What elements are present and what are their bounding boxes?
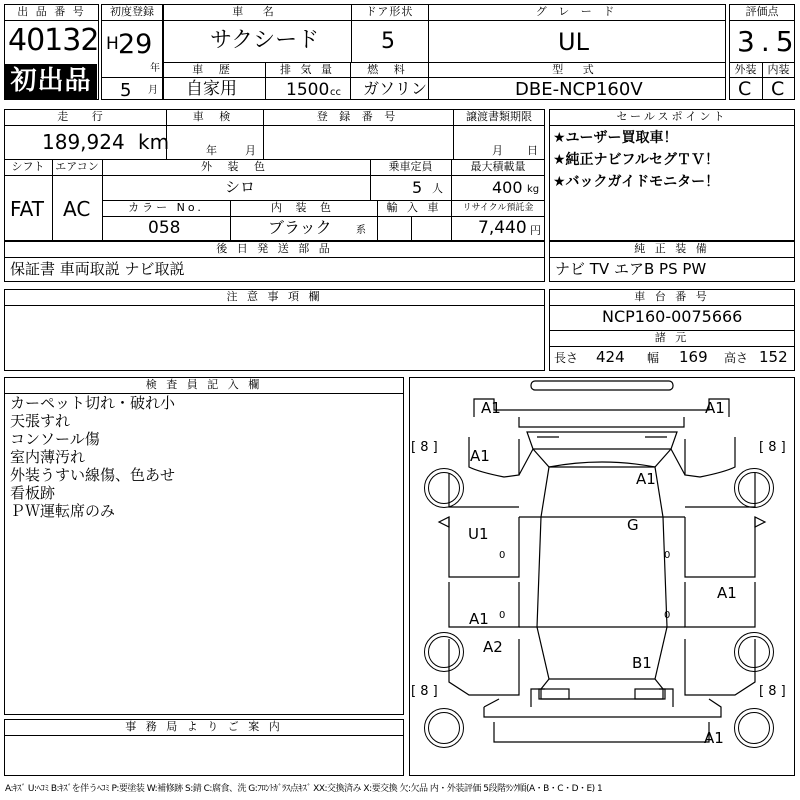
registration-label: 初度登録 — [110, 5, 154, 18]
car-name-label: 車 名 — [232, 5, 282, 18]
wheel-front-right — [734, 468, 774, 508]
tire-depth-rear-right: [ 8 ] — [759, 684, 786, 699]
legend-text: A:ｷｽﾞ U:ﾍｺﾐ B:ｷｽﾞを伴うﾍｺﾐ P:要塗装 W:補修跡 S:錆 C:腐食、洗 G:ﾌﾛﾝﾄｶﾞﾗｽ点ｷｽﾞ XX:交換済み X:要交換 欠:欠品 内・外装評価 5段階ﾗﾝｸ順(A・B・C・D・E) 1 — [5, 784, 603, 794]
damage-quarter-left: A2 — [483, 638, 503, 656]
model-label: 型 式 — [552, 63, 602, 76]
inspector-label: 検 査 員 記 入 欄 — [145, 378, 263, 391]
capacity-unit: 人 — [432, 182, 443, 195]
sales-point-2: ★純正ナビフルセグＴＶ！ — [553, 152, 719, 168]
month-unit: 月 — [148, 85, 158, 96]
transfer-label: 譲渡書類期限 — [466, 110, 532, 123]
car-name: サクシード — [210, 28, 320, 53]
inspector-line-1: カーペット切れ・破れ小 — [10, 394, 176, 412]
damage-front-right: A1 — [705, 399, 725, 417]
height-label: 高さ — [724, 351, 749, 365]
registration-year: 29 — [118, 29, 153, 60]
capacity-value: 5 — [412, 178, 423, 197]
inspection-month-unit: 月 — [245, 144, 256, 157]
plate-label: 登 録 番 号 — [316, 110, 400, 123]
marker-right-1: 0 — [664, 550, 671, 561]
fuel-label: 燃 料 — [367, 63, 411, 76]
damage-rear-right: A1 — [717, 584, 737, 602]
displacement-value: 1500 — [286, 80, 330, 100]
displacement-label: 排 気 量 — [280, 63, 335, 76]
chassis-label: 車 台 番 号 — [634, 290, 710, 303]
interior-color-label: 内 装 色 — [271, 201, 336, 214]
interior-label: 内装 — [767, 63, 790, 76]
lot-label: 出 品 番 号 — [17, 5, 86, 18]
import-label: 輸 入 車 — [386, 201, 442, 214]
damage-door-left: U1 — [468, 525, 489, 543]
length-value: 424 — [596, 348, 625, 366]
shift-value: FAT — [10, 197, 45, 221]
sales-point-3: ★バックガイドモニター！ — [553, 174, 720, 190]
color-label: 外 装 色 — [201, 160, 271, 173]
shift-label: シフト — [11, 160, 45, 173]
inspector-line-5: 外装うすい線傷、色あせ — [10, 466, 176, 484]
marker-left-2: 0 — [499, 610, 506, 621]
inspection-label: 車 検 — [192, 110, 237, 123]
displacement-unit: cc — [330, 87, 341, 98]
mileage-value: 189,924 — [42, 130, 125, 154]
registration-month: 5 — [120, 80, 132, 101]
damage-fender-left: A1 — [470, 447, 490, 465]
first-listing-badge: 初出品 — [5, 64, 97, 99]
sales-point-label: セールスポイント — [616, 110, 728, 123]
genuine-value: ナビ TV エアB PS PW — [555, 260, 707, 278]
doors-value: 5 — [381, 29, 395, 54]
damage-roof: G — [627, 516, 639, 534]
recycle-label: リサイクル預託金 — [462, 203, 534, 213]
tire-depth-front-left: [ 8 ] — [411, 440, 438, 455]
color-no-label: カラー No. — [128, 201, 204, 214]
inspector-line-3: コンソール傷 — [10, 430, 100, 448]
wheel-rear-left — [424, 632, 464, 672]
spare-wheel-left — [424, 708, 464, 748]
load-value: 400 — [492, 178, 523, 197]
damage-rear-bumper: A1 — [704, 729, 724, 747]
spare-wheel-right — [734, 708, 774, 748]
exterior-grade: C — [738, 78, 752, 100]
mileage-unit: km — [138, 130, 170, 154]
notes-label: 注 意 事 項 欄 — [226, 290, 323, 303]
color-no-value: 058 — [148, 218, 181, 238]
exterior-label: 外装 — [734, 63, 757, 76]
damage-front-left: A1 — [481, 399, 501, 417]
damage-tailgate: B1 — [632, 654, 652, 672]
lot-number: 40132 — [8, 23, 99, 58]
tire-depth-front-right: [ 8 ] — [759, 440, 786, 455]
history-value: 自家用 — [186, 79, 237, 99]
inspector-line-6: 看板跡 — [10, 484, 56, 502]
inspector-line-2: 天張すれ — [10, 412, 71, 430]
ac-label: エアコン — [55, 160, 99, 173]
chassis-value: NCP160-0075666 — [602, 307, 743, 326]
transfer-day-unit: 日 — [527, 144, 538, 157]
tire-depth-rear-left: [ 8 ] — [411, 684, 438, 699]
width-label: 幅 — [647, 351, 660, 365]
inspector-line-4: 室内薄汚れ — [10, 448, 86, 466]
year-unit: 年 — [150, 63, 160, 74]
load-label: 最大積載量 — [470, 160, 526, 173]
grade-label: グ レ ー ド — [535, 5, 619, 18]
model-value: DBE-NCP160V — [515, 79, 643, 100]
marker-right-2: 0 — [664, 610, 671, 621]
color-value: シロ — [225, 178, 256, 196]
marker-left-1: 0 — [499, 550, 506, 561]
wheel-front-left — [424, 468, 464, 508]
width-value: 169 — [679, 348, 708, 366]
doors-label: ドア形状 — [365, 5, 414, 18]
load-unit: kg — [527, 184, 540, 195]
interior-color-value: ブラック — [268, 218, 332, 237]
dims-label: 諸 元 — [654, 331, 690, 344]
score-value: 3.5 — [737, 25, 800, 58]
inspector-line-7: ＰＷ運転席のみ — [10, 502, 116, 520]
later-parts-label: 後 日 発 送 部 品 — [216, 242, 333, 255]
genuine-label: 純 正 装 備 — [634, 242, 710, 255]
recycle-value: 7,440 — [478, 218, 527, 238]
grade-value: UL — [558, 28, 589, 56]
damage-hood: A1 — [636, 470, 656, 488]
capacity-label: 乗車定員 — [388, 160, 433, 173]
score-label: 評価点 — [745, 5, 779, 18]
history-label: 車 歴 — [192, 63, 236, 76]
ac-value: AC — [63, 197, 91, 221]
damage-rear-door-left: A1 — [469, 610, 489, 628]
transfer-month-unit: 月 — [492, 144, 503, 157]
sales-point-1: ★ユーザー買取車！ — [553, 130, 678, 146]
inspection-year-unit: 年 — [206, 144, 217, 157]
interior-color-unit: 系 — [356, 225, 366, 236]
recycle-unit: 円 — [530, 224, 541, 237]
mileage-label: 走 行 — [57, 110, 113, 123]
interior-grade: C — [771, 78, 785, 100]
wheel-rear-right — [734, 632, 774, 672]
length-label: 長さ — [554, 351, 579, 365]
height-value: 152 — [759, 348, 788, 366]
later-parts-value: 保証書 車両取説 ナビ取説 — [10, 260, 185, 278]
era-letter: H — [106, 34, 119, 54]
office-label: 事 務 局 よ り ご 案 内 — [125, 720, 283, 733]
fuel-value: ガソリン — [363, 79, 428, 98]
